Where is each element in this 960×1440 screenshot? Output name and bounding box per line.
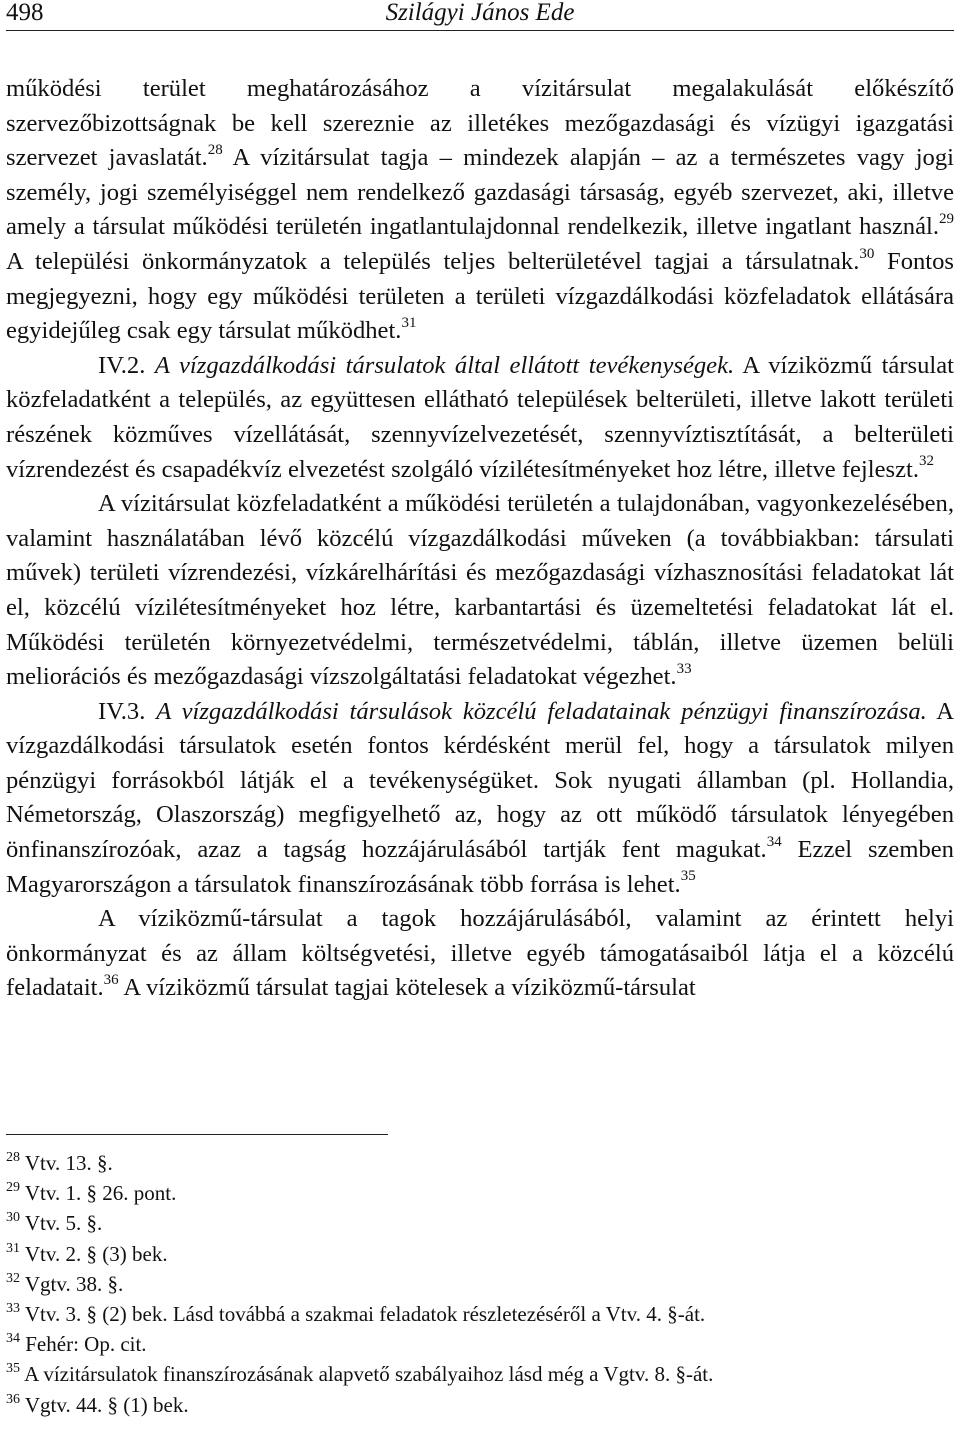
page-number: 498 bbox=[6, 0, 44, 26]
footnote bbox=[6, 1390, 954, 1420]
paragraph-text: A vízitársulat közfeladatként a működési területén a tulajdonában, vagyonkezelésében, valamint használatában lévő közcélú vízgazdálkodási műveken (a továbbiakban: társulati művek) területi vízrendezési, vízkárelhárítási és mezőgazdasági vízhasznosítási feladatokat lát el, közcélú vízilétesítményeket hoz létre, karbantartási és üzemeltetési feladatokat lát el. Működési területén környezetvédelmi, természetvédelmi, táblán, illetve üzemen belüli meliorációs és mezőgazdasági vízszolgáltatási feladatokat végezhet. bbox=[6, 490, 954, 691]
footnote-ref[interactable]: 32 bbox=[918, 453, 934, 470]
paragraph-text: A víziközmű-társulat a tagok hozzájárulásából, valamint az érintett helyi önkormányzat és az állam költségvetési, illetve egyéb támogatásaiból látja el a közcélú feladatait. bbox=[6, 905, 954, 1002]
footnote-number: 34 bbox=[6, 1331, 20, 1347]
paragraph bbox=[6, 72, 954, 349]
footnote-number: 36 bbox=[6, 1391, 20, 1407]
footnote bbox=[6, 1329, 954, 1359]
footnote bbox=[6, 1269, 954, 1299]
footnote-number: 33 bbox=[6, 1301, 20, 1317]
section-paragraph bbox=[6, 695, 954, 903]
footnote-number: 30 bbox=[6, 1210, 20, 1226]
footnote-ref[interactable]: 29 bbox=[939, 211, 954, 228]
section-paragraph bbox=[6, 349, 954, 487]
running-header bbox=[6, 0, 954, 31]
section-title: A vízgazdálkodási társulások közcélú feladatainak pénzügyi finanszírozása. bbox=[156, 697, 927, 725]
footnote bbox=[6, 1239, 954, 1269]
footnote-ref[interactable]: 28 bbox=[207, 142, 223, 158]
footnote bbox=[6, 1359, 954, 1389]
running-author: Szilágyi János Ede bbox=[385, 0, 575, 26]
footnote-ref[interactable]: 35 bbox=[680, 868, 696, 885]
footnote-text: Vgtv. 38. §. bbox=[24, 1271, 124, 1296]
paragraph-text: A víziközmű társulat közfeladatként a település, az együttesen ellátható települések belterületi, illetve lakott területi részének közműves vízellátását, szennyvízelvezetését, szennyvíztisztítását, a belterületi vízrendezést és csapadékvíz elvezetést szolgáló vízilétesítményeket hoz létre, illetve fejleszt. bbox=[6, 351, 954, 483]
section-title: A vízgazdálkodási társulatok által ellátott tevékenységek. bbox=[154, 351, 735, 379]
footnote-ref[interactable]: 34 bbox=[766, 833, 782, 850]
footnote-ref[interactable]: 31 bbox=[401, 314, 417, 331]
paragraph-text: A települési önkormányzatok a település teljes belterületével tagjai a társulatnak. bbox=[6, 247, 860, 275]
footnote-number: 28 bbox=[6, 1150, 20, 1165]
footnote-divider bbox=[6, 1134, 388, 1135]
main-text bbox=[6, 72, 954, 1006]
footnote-ref[interactable]: 36 bbox=[103, 972, 119, 989]
footnote-text: Fehér: Op. cit. bbox=[25, 1332, 147, 1357]
footnote-text: A vízitársulatok finanszírozásának alapvető szabályaihoz lásd még a Vgtv. 8. §-át. bbox=[24, 1362, 714, 1387]
footnote-text: Vtv. 2. § (3) bek. bbox=[24, 1241, 168, 1266]
paragraph-text: működési terület meghatározásához a vízitársulat megalakulását előkészítő szervezőbizottságnak be kell szereznie az illetékes mezőgazdasági és vízügyi igazgatási szervezet javaslatát. bbox=[6, 75, 954, 172]
footnote-ref[interactable]: 33 bbox=[676, 660, 692, 677]
paragraph bbox=[6, 487, 954, 695]
footnote-number: 32 bbox=[6, 1270, 20, 1286]
paragraph-text: A vízgazdálkodási társulatok esetén fontos kérdésként merül fel, hogy a társulatok milyen pénzügyi forrásokból látják el a tevékenységüket. Sok nyugati államban (pl. Hollandia, Németország, Olaszország) megfigyelhető az, hogy az ott működő társulatok lényegében önfinanszírozóak, azaz a tagság hozzájárulásából tartják fent magukat. bbox=[6, 697, 955, 864]
footnote-text: Vgtv. 44. § (1) bek. bbox=[24, 1392, 189, 1417]
footnote-ref[interactable]: 30 bbox=[859, 245, 875, 262]
footnote bbox=[6, 1208, 954, 1238]
paragraph-text: Fontos megjegyezni, hogy egy működési területen a területi vízgazdálkodási közfeladatok ellátására egyidejűleg csak egy társulat működhet. bbox=[6, 247, 954, 345]
paragraph-text: Ezzel szemben Magyarországon a társulatok finanszírozásának több forrása is lehet. bbox=[6, 836, 954, 898]
section-number: IV.3. bbox=[98, 697, 146, 725]
footnote-number: 31 bbox=[6, 1240, 20, 1256]
footnotes bbox=[6, 1148, 954, 1420]
paragraph-text: A víziközmű társulat tagjai kötelesek a víziközmű-társulat bbox=[118, 974, 696, 1002]
paragraph-text: A vízitársulat tagja – mindezek alapján – az a természetes vagy jogi személy, jogi személyiséggel nem rendelkező gazdasági társaság, egyéb szervezet, aki, illetve amely a társulat működési területén ingatlantulajdonnal rendelkezik, illetve ingatlant használ. bbox=[6, 144, 954, 241]
footnote-text: Vtv. 3. § (2) bek. Lásd továbbá a szakmai feladatok részletezéséről a Vtv. 4. §-át. bbox=[24, 1302, 706, 1327]
footnote-number: 29 bbox=[6, 1180, 20, 1196]
footnote bbox=[6, 1148, 954, 1178]
section-number: IV.2. bbox=[98, 351, 146, 379]
footnote-text: Vtv. 1. § 26. pont. bbox=[24, 1181, 177, 1206]
footnote-text: Vtv. 5. §. bbox=[24, 1211, 103, 1236]
footnote bbox=[6, 1299, 954, 1329]
footnote-text: Vtv. 13. §. bbox=[24, 1151, 113, 1175]
paragraph bbox=[6, 902, 954, 1006]
footnote-number: 35 bbox=[6, 1361, 20, 1377]
footnote bbox=[6, 1178, 954, 1208]
